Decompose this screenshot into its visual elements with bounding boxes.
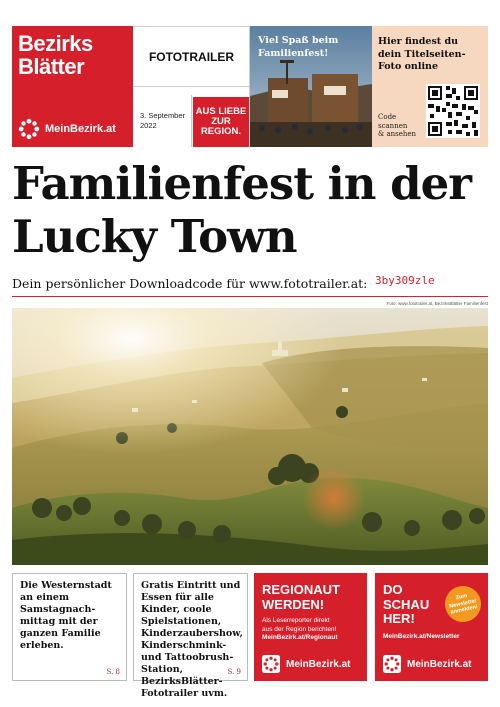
qr-hint: Code scannen & ansehen	[378, 113, 417, 138]
promo-title: REGIONAUT WERDEN!	[262, 582, 340, 612]
qr-title: Hier findest du dein Titelseiten-Foto online	[378, 36, 466, 72]
promo-footer: MeinBezirk.at	[383, 655, 471, 673]
brand-logo-block[interactable]	[12, 26, 133, 147]
promo-text	[383, 633, 460, 642]
brand-website: MeinBezirk.at	[18, 118, 116, 140]
promo-regionaut[interactable]	[254, 573, 367, 681]
brand-name: Bezirks Blätter	[18, 31, 93, 79]
promo-footer: MeinBezirk.at	[262, 655, 350, 673]
page-ref: S. 8	[106, 668, 120, 676]
qr-panel	[372, 26, 488, 147]
section-column	[133, 26, 250, 147]
issue-date: 3. September 2022	[140, 111, 186, 130]
masthead	[12, 26, 488, 147]
image-credit: Foto: www.fototrailer.at, BezirksBlätter Familienfest	[386, 301, 488, 306]
download-code[interactable]: 3by309zle	[375, 274, 435, 287]
qr-code-icon[interactable]	[426, 84, 480, 138]
teaser-westernstadt[interactable]: Die Westernstadt an einem Samstagnach-mittag mit der ganzen Familie erleben. S. 8	[12, 573, 127, 681]
section-title: FOTOTRAILER	[133, 27, 250, 87]
slogan-badge: AUS LIEBE ZUR REGION.	[193, 97, 249, 147]
bezirk-flower-logo-icon	[18, 118, 40, 140]
promo-link[interactable]: MeinBezirk.at/Regionaut	[262, 634, 338, 641]
promo-title: DO SCHAU HER!	[383, 582, 430, 626]
divider	[191, 95, 192, 147]
bezirk-flower-logo-icon	[383, 655, 401, 673]
promo-newsletter[interactable]	[375, 573, 488, 681]
page-ref: S. 9	[227, 668, 241, 676]
newsletter-badge[interactable]: Zum Newsletter anmelden!	[442, 583, 485, 626]
cover-photo[interactable]	[12, 308, 488, 565]
teaser-photo[interactable]	[250, 26, 372, 147]
promo-link[interactable]: MeinBezirk.at/Newsletter	[383, 633, 460, 640]
photo-caption: Viel Spaß beim Familienfest!	[258, 35, 339, 59]
teaser-program[interactable]: Gratis Eintritt und Essen für alle Kinder, coole Spielstationen, Kinderzaubershow, Kinderschmink- und Tattoobrush-Station, BezirksBlätter-Fototrailer uvm. S. 9	[133, 573, 248, 681]
bezirk-flower-logo-icon	[262, 655, 280, 673]
landscape-photo	[12, 308, 488, 565]
page-headline: Familienfest in der Lucky Town	[12, 157, 471, 263]
red-divider	[12, 296, 488, 297]
promo-text: Als Leserreporter direkt aus der Region berichten! MeinBezirk.at/Regionaut	[262, 617, 338, 641]
download-code-label: Dein persönlicher Downloadcode für www.fototrailer.at:	[12, 276, 368, 291]
